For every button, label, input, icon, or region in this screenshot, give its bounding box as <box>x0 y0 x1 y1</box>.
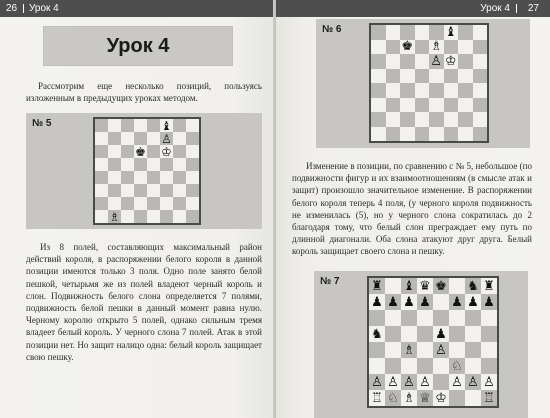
square-d5 <box>415 69 430 84</box>
square-e7 <box>433 294 449 310</box>
white-queen-icon: ♕ <box>419 390 431 406</box>
square-b2 <box>386 112 401 127</box>
square-h1 <box>481 390 497 406</box>
running-header-right <box>276 0 550 17</box>
square-g3 <box>173 184 186 197</box>
square-a7 <box>371 40 386 55</box>
white-pawn-icon: ♙ <box>419 374 431 390</box>
square-b4 <box>385 342 401 358</box>
black-bishop-icon: ♝ <box>161 118 172 133</box>
square-g8 <box>465 278 481 294</box>
square-g5 <box>465 326 481 342</box>
square-c7 <box>121 132 134 145</box>
square-d6 <box>417 310 433 326</box>
black-bishop-icon: ♝ <box>444 24 457 40</box>
square-h5 <box>473 69 488 84</box>
diagram-label: № 6 <box>322 24 342 35</box>
square-b7 <box>385 294 401 310</box>
black-pawn-icon: ♟ <box>403 294 415 310</box>
square-h3 <box>481 358 497 374</box>
black-king-icon: ♚ <box>135 144 146 159</box>
white-pawn-icon: ♙ <box>161 131 172 146</box>
square-g2 <box>173 197 186 210</box>
square-g3 <box>458 98 473 113</box>
black-pawn-icon: ♟ <box>387 294 399 310</box>
square-e8 <box>429 25 444 40</box>
square-d4 <box>134 171 147 184</box>
square-g7 <box>465 294 481 310</box>
square-d4 <box>417 342 433 358</box>
square-f8 <box>449 278 465 294</box>
square-a1 <box>371 127 386 142</box>
square-g5 <box>173 158 186 171</box>
square-a5 <box>369 326 385 342</box>
square-e6 <box>433 310 449 326</box>
square-f3 <box>449 358 465 374</box>
square-f4 <box>444 83 459 98</box>
square-c8 <box>401 278 417 294</box>
analysis-paragraph: Из 8 полей, составляющих максимальный район действий короля, в распоряжении белого короля в данной позиции имеются только 3 поля. Одно поле занято белой пешкой, четырьмя же из полей владеют черный король и слон. Подвижность белого слона определяется 7 полями, подвижность белой пешки в данный момент равна нулю. Черному королю открыто 5 полей, однако сильным тремя владеет белый король. У черного слона 7 полей. Атак в этой позиции нет. Но защит налицо одна: белый король защищает свою пешку. <box>26 242 262 362</box>
white-rook-icon: ♖ <box>483 390 495 406</box>
square-f7 <box>444 40 459 55</box>
square-c3 <box>400 98 415 113</box>
square-d7 <box>134 132 147 145</box>
square-g4 <box>465 342 481 358</box>
square-h1 <box>186 210 199 223</box>
left-page <box>0 0 274 418</box>
square-b1 <box>385 390 401 406</box>
square-e5 <box>433 326 449 342</box>
black-pawn-icon: ♟ <box>451 294 463 310</box>
square-d2 <box>417 374 433 390</box>
square-e7 <box>429 40 444 55</box>
square-b3 <box>386 98 401 113</box>
square-d3 <box>134 184 147 197</box>
square-e6 <box>429 54 444 69</box>
square-c3 <box>121 184 134 197</box>
square-b2 <box>108 197 121 210</box>
square-d4 <box>415 83 430 98</box>
square-g2 <box>465 374 481 390</box>
black-king-icon: ♚ <box>435 278 447 294</box>
square-a1 <box>369 390 385 406</box>
square-d8 <box>415 25 430 40</box>
square-e5 <box>147 158 160 171</box>
square-e4 <box>147 171 160 184</box>
square-f5 <box>160 158 173 171</box>
white-pawn-icon: ♙ <box>371 374 383 390</box>
running-header-left <box>0 0 274 17</box>
square-g6 <box>458 54 473 69</box>
square-b3 <box>108 184 121 197</box>
square-d2 <box>415 112 430 127</box>
square-c2 <box>401 374 417 390</box>
square-g7 <box>173 132 186 145</box>
square-a4 <box>95 171 108 184</box>
square-g3 <box>465 358 481 374</box>
square-e6 <box>147 145 160 158</box>
white-king-icon: ♔ <box>435 390 447 406</box>
comparison-paragraph: Изменение в позиции, по сравнению с № 5, небольшое (по подвижности фигур и их взаимоотношениям (в смысле атак и защит) произошло значительное изменение. В распоряжении белого короля теперь 4 поля, (у черного короля подвижность не изменилась (5), но у черного слона сократилась до 2 благодаря тому, что белый слон преграждает ему путь по длинной диагонали. Оба слона атакуют друг друга. Белый король защищает своего слона и пешку. <box>292 161 532 257</box>
square-e3 <box>429 98 444 113</box>
square-f2 <box>449 374 465 390</box>
square-c6 <box>121 145 134 158</box>
white-bishop-icon: ♗ <box>403 342 415 358</box>
diagram-label: № 7 <box>320 276 340 287</box>
square-c5 <box>401 326 417 342</box>
square-h7 <box>186 132 199 145</box>
square-c5 <box>400 69 415 84</box>
square-e1 <box>429 127 444 142</box>
diagram-5 <box>26 113 262 229</box>
chessboard <box>93 117 201 225</box>
square-c6 <box>401 310 417 326</box>
white-bishop-icon: ♗ <box>109 209 120 224</box>
black-knight-icon: ♞ <box>467 278 479 294</box>
chessboard <box>369 23 489 143</box>
square-f6 <box>449 310 465 326</box>
white-king-icon: ♔ <box>161 144 172 159</box>
square-b4 <box>108 171 121 184</box>
black-queen-icon: ♛ <box>419 278 431 294</box>
white-knight-icon: ♘ <box>451 358 463 374</box>
page-number: 27 <box>527 3 539 14</box>
square-h3 <box>186 184 199 197</box>
lesson-title-banner: Урок 4 <box>43 26 233 66</box>
square-a7 <box>369 294 385 310</box>
square-f1 <box>449 390 465 406</box>
black-pawn-icon: ♟ <box>371 294 383 310</box>
square-g1 <box>173 210 186 223</box>
square-a5 <box>95 158 108 171</box>
square-a6 <box>369 310 385 326</box>
square-e2 <box>429 112 444 127</box>
white-king-icon: ♔ <box>444 53 457 69</box>
black-pawn-icon: ♟ <box>483 294 495 310</box>
square-e4 <box>429 83 444 98</box>
black-knight-icon: ♞ <box>371 326 383 342</box>
header-separator <box>23 4 24 13</box>
square-d5 <box>134 158 147 171</box>
square-e8 <box>147 119 160 132</box>
square-c2 <box>400 112 415 127</box>
page-number: 26 <box>6 3 18 14</box>
white-pawn-icon: ♙ <box>451 374 463 390</box>
square-f4 <box>449 342 465 358</box>
square-c1 <box>121 210 134 223</box>
square-a8 <box>369 278 385 294</box>
square-a6 <box>95 145 108 158</box>
header-separator <box>516 4 517 13</box>
square-h1 <box>473 127 488 142</box>
square-f4 <box>160 171 173 184</box>
square-h5 <box>481 326 497 342</box>
white-pawn-icon: ♙ <box>403 374 415 390</box>
square-f8 <box>160 119 173 132</box>
square-c4 <box>121 171 134 184</box>
square-a7 <box>95 132 108 145</box>
square-e2 <box>147 197 160 210</box>
square-d8 <box>134 119 147 132</box>
square-b6 <box>386 54 401 69</box>
square-g5 <box>458 69 473 84</box>
square-d8 <box>417 278 433 294</box>
square-b5 <box>386 69 401 84</box>
square-g1 <box>465 390 481 406</box>
square-b6 <box>385 310 401 326</box>
square-d6 <box>415 54 430 69</box>
square-b6 <box>108 145 121 158</box>
square-d2 <box>134 197 147 210</box>
diagram-6 <box>316 19 530 148</box>
square-h6 <box>186 145 199 158</box>
square-c8 <box>121 119 134 132</box>
square-d1 <box>415 127 430 142</box>
square-h6 <box>473 54 488 69</box>
square-a5 <box>371 69 386 84</box>
right-page <box>276 0 550 418</box>
square-d1 <box>134 210 147 223</box>
intro-paragraph: Рассмотрим еще несколько позиций, пользуясь изложенным в предыдущих уроках методом. <box>26 81 262 104</box>
square-c1 <box>401 390 417 406</box>
square-d5 <box>417 326 433 342</box>
square-c7 <box>400 40 415 55</box>
square-c3 <box>401 358 417 374</box>
square-a1 <box>95 210 108 223</box>
square-d3 <box>415 98 430 113</box>
square-c1 <box>400 127 415 142</box>
square-g8 <box>173 119 186 132</box>
square-e7 <box>147 132 160 145</box>
square-d1 <box>417 390 433 406</box>
square-h7 <box>473 40 488 55</box>
square-b7 <box>386 40 401 55</box>
square-b5 <box>385 326 401 342</box>
white-knight-icon: ♘ <box>387 390 399 406</box>
white-bishop-icon: ♗ <box>403 390 415 406</box>
square-f5 <box>449 326 465 342</box>
square-g6 <box>465 310 481 326</box>
square-d6 <box>134 145 147 158</box>
black-king-icon: ♚ <box>401 39 414 55</box>
square-h4 <box>186 171 199 184</box>
square-d7 <box>415 40 430 55</box>
square-h5 <box>186 158 199 171</box>
square-c6 <box>400 54 415 69</box>
square-g6 <box>173 145 186 158</box>
square-f6 <box>160 145 173 158</box>
square-e3 <box>147 184 160 197</box>
white-rook-icon: ♖ <box>371 390 383 406</box>
square-a2 <box>371 112 386 127</box>
square-h6 <box>481 310 497 326</box>
square-e8 <box>433 278 449 294</box>
square-b1 <box>108 210 121 223</box>
square-c2 <box>121 197 134 210</box>
running-lesson-title: Урок 4 <box>29 3 59 14</box>
square-e3 <box>433 358 449 374</box>
square-b1 <box>386 127 401 142</box>
square-f1 <box>160 210 173 223</box>
square-f7 <box>160 132 173 145</box>
white-pawn-icon: ♙ <box>387 374 399 390</box>
square-g2 <box>458 112 473 127</box>
running-lesson-title: Урок 4 <box>480 3 510 14</box>
square-b3 <box>385 358 401 374</box>
square-a8 <box>371 25 386 40</box>
square-f3 <box>444 98 459 113</box>
square-a3 <box>369 358 385 374</box>
square-a6 <box>371 54 386 69</box>
white-pawn-icon: ♙ <box>435 342 447 358</box>
square-h4 <box>481 342 497 358</box>
square-a4 <box>371 83 386 98</box>
square-e2 <box>433 374 449 390</box>
square-h7 <box>481 294 497 310</box>
square-f7 <box>449 294 465 310</box>
white-pawn-icon: ♙ <box>483 374 495 390</box>
square-g8 <box>458 25 473 40</box>
square-e4 <box>433 342 449 358</box>
square-f2 <box>444 112 459 127</box>
white-bishop-icon: ♗ <box>430 39 443 55</box>
square-b7 <box>108 132 121 145</box>
square-a2 <box>369 374 385 390</box>
square-b8 <box>385 278 401 294</box>
black-rook-icon: ♜ <box>483 278 495 294</box>
square-g4 <box>173 171 186 184</box>
square-a4 <box>369 342 385 358</box>
white-pawn-icon: ♙ <box>430 53 443 69</box>
square-a2 <box>95 197 108 210</box>
square-f6 <box>444 54 459 69</box>
square-b5 <box>108 158 121 171</box>
square-e1 <box>147 210 160 223</box>
square-f2 <box>160 197 173 210</box>
square-f5 <box>444 69 459 84</box>
square-c4 <box>400 83 415 98</box>
square-h2 <box>473 112 488 127</box>
square-a3 <box>95 184 108 197</box>
black-rook-icon: ♜ <box>371 278 383 294</box>
square-h3 <box>473 98 488 113</box>
square-g4 <box>458 83 473 98</box>
square-f8 <box>444 25 459 40</box>
square-d7 <box>417 294 433 310</box>
black-pawn-icon: ♟ <box>419 294 431 310</box>
square-a8 <box>95 119 108 132</box>
square-b8 <box>386 25 401 40</box>
square-d3 <box>417 358 433 374</box>
square-h8 <box>473 25 488 40</box>
diagram-7 <box>314 271 528 418</box>
chessboard <box>367 276 499 408</box>
white-pawn-icon: ♙ <box>467 374 479 390</box>
black-pawn-icon: ♟ <box>467 294 479 310</box>
square-h4 <box>473 83 488 98</box>
square-g7 <box>458 40 473 55</box>
square-a3 <box>371 98 386 113</box>
square-f3 <box>160 184 173 197</box>
black-bishop-icon: ♝ <box>403 278 415 294</box>
square-h8 <box>481 278 497 294</box>
square-c4 <box>401 342 417 358</box>
square-b8 <box>108 119 121 132</box>
diagram-label: № 5 <box>32 118 52 129</box>
square-h8 <box>186 119 199 132</box>
square-b4 <box>386 83 401 98</box>
square-e5 <box>429 69 444 84</box>
square-b2 <box>385 374 401 390</box>
black-pawn-icon: ♟ <box>435 326 447 342</box>
square-g1 <box>458 127 473 142</box>
square-c7 <box>401 294 417 310</box>
square-e1 <box>433 390 449 406</box>
square-c8 <box>400 25 415 40</box>
square-c5 <box>121 158 134 171</box>
square-f1 <box>444 127 459 142</box>
square-h2 <box>186 197 199 210</box>
square-h2 <box>481 374 497 390</box>
